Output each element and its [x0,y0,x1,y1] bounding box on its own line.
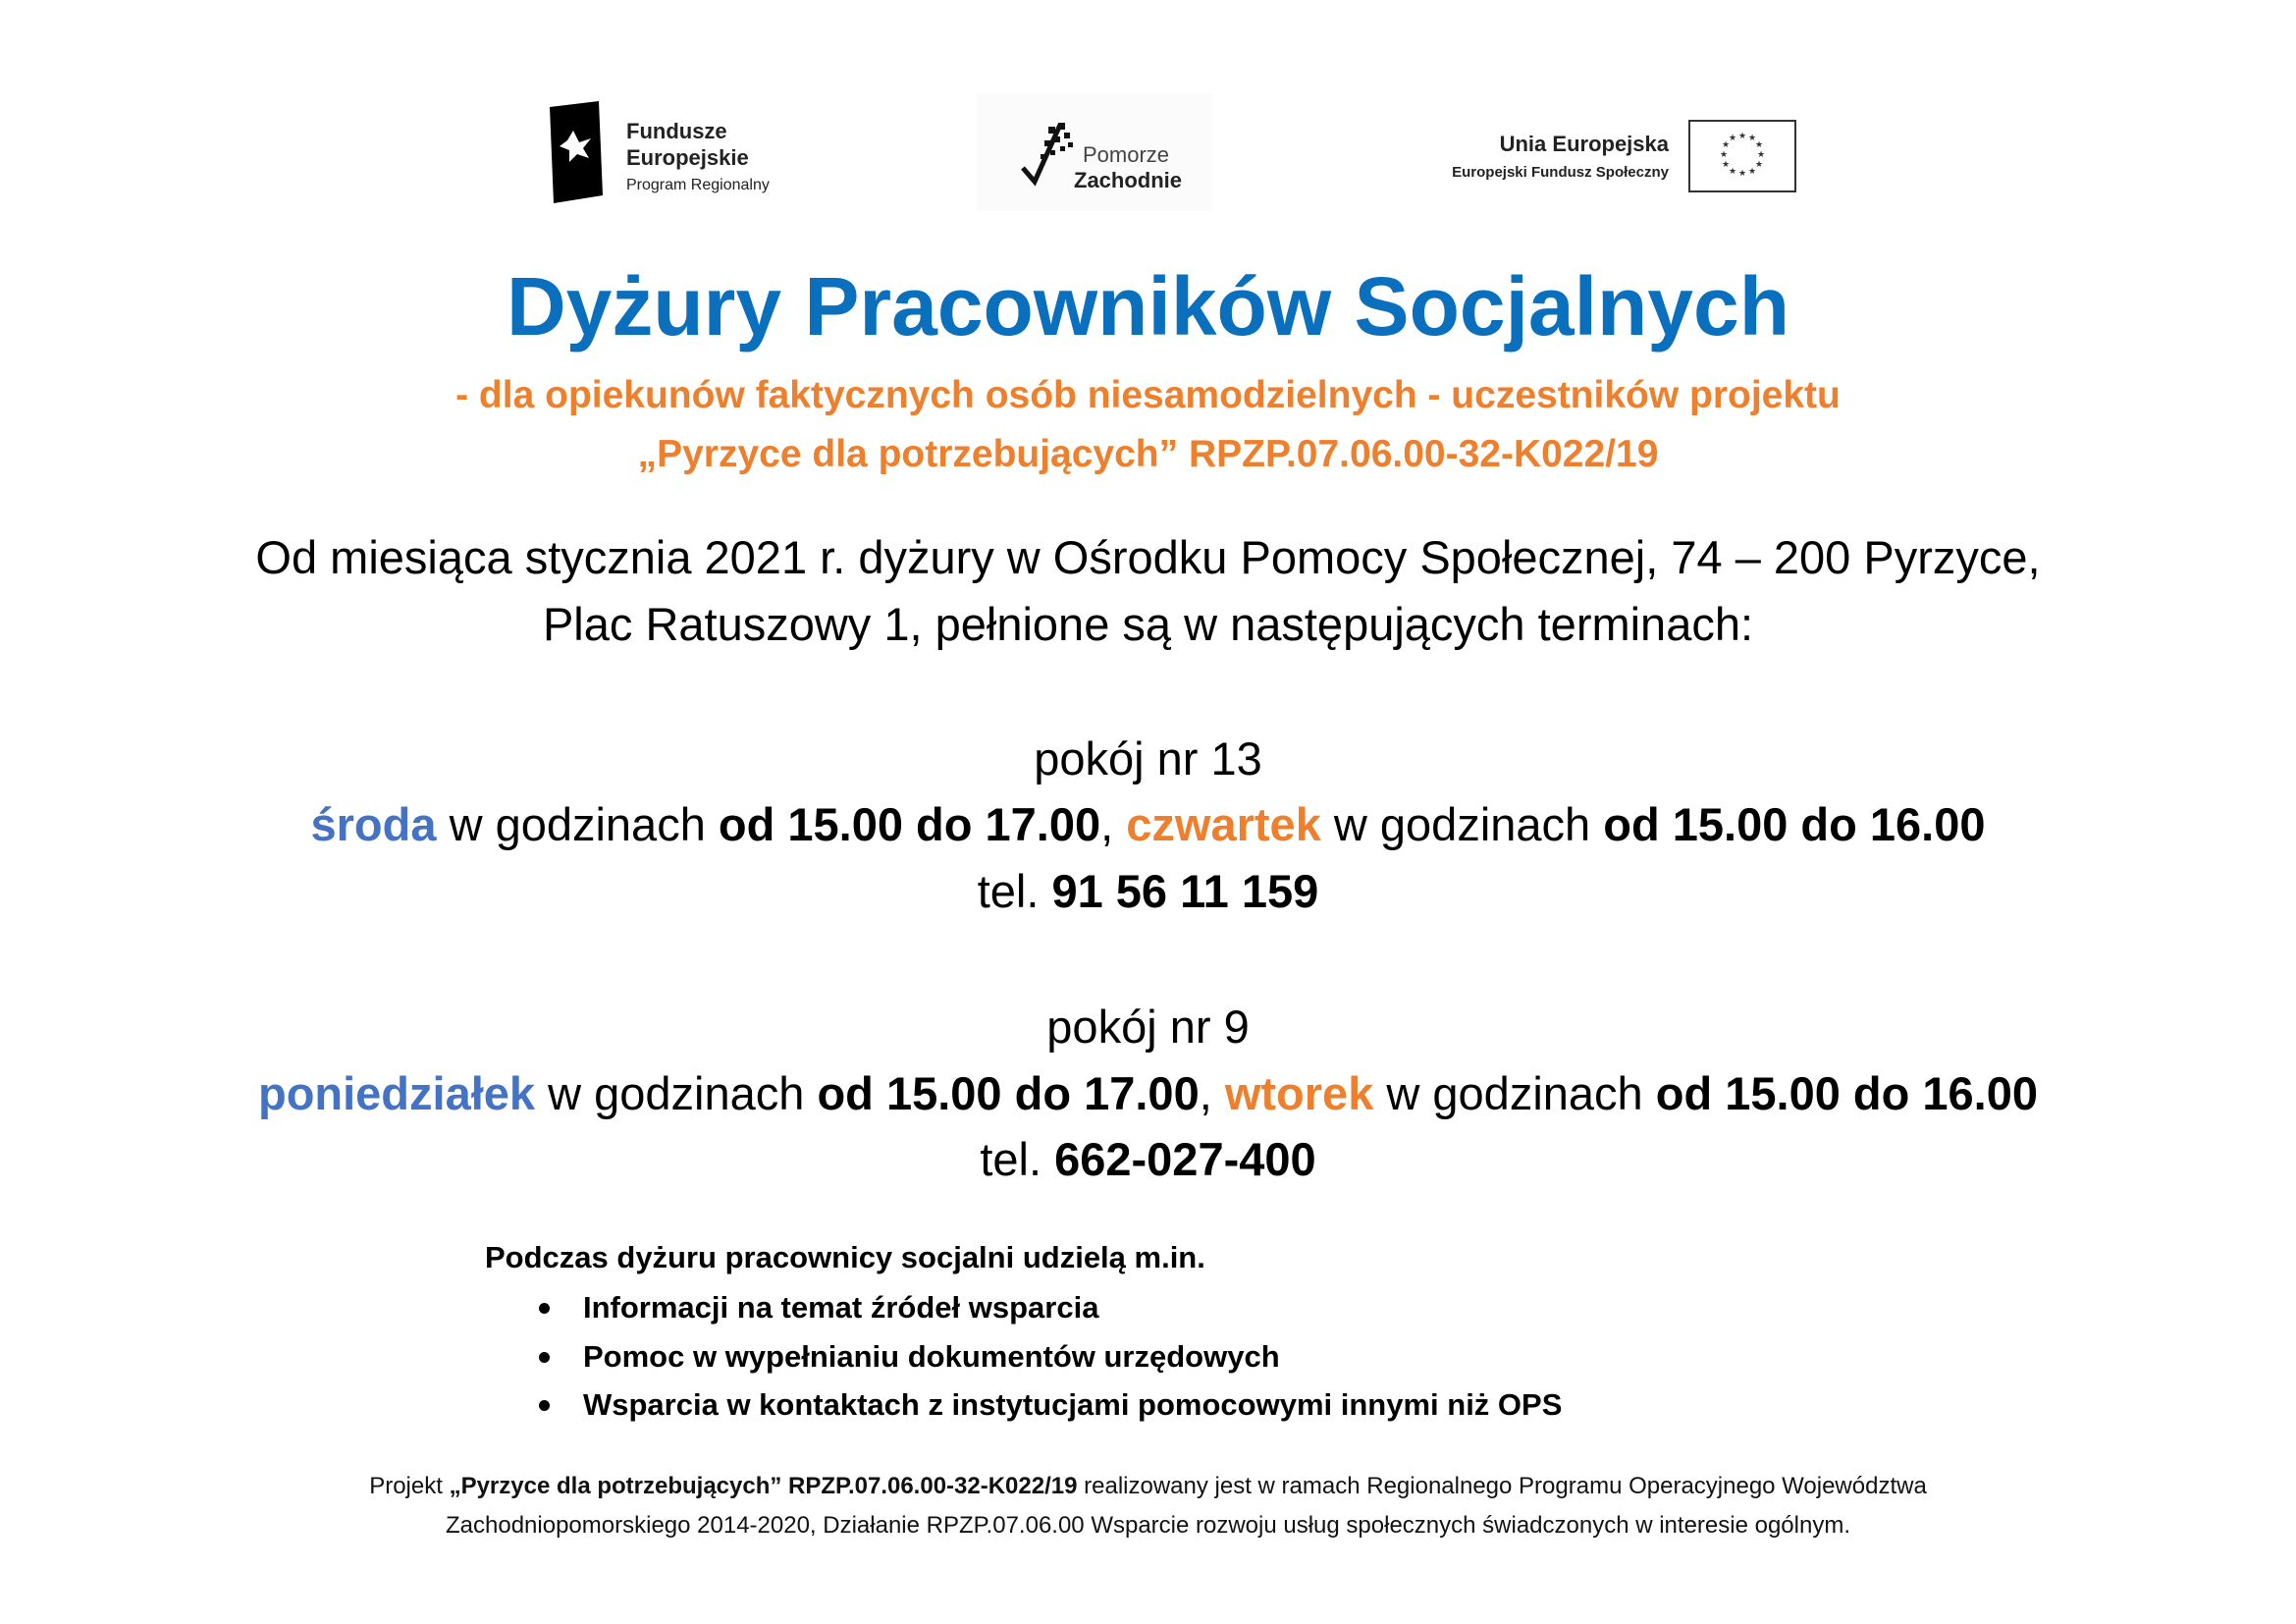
phone-label: tel. [977,865,1040,917]
list-item: Wsparcia w kontaktach z instytucjami pomocowymi innymi niż OPS [485,1386,1562,1425]
footer-prefix: Projekt [369,1473,443,1499]
day-name: wtorek [1224,1067,1374,1119]
day-name: poniedziałek [257,1067,536,1119]
svg-text:★: ★ [1747,134,1757,143]
fundusze-europejskie-logo [550,101,805,209]
svg-text:★: ★ [1721,140,1731,150]
footer-line1-rest: realizowany jest w ramach Regionalnego Programu Operacyjnego Województwa [1084,1473,1927,1499]
svg-text:★: ★ [1728,134,1737,143]
day-name: środa [310,798,437,850]
page-title: Dyżury Pracowników Socjalnych [506,260,1790,352]
hours-label: w godzinach [548,1067,805,1119]
phone-number: 91 56 11 159 [1051,865,1319,917]
separator: , [1199,1067,1212,1119]
hours-value: od 15.00 do 17.00 [817,1067,1200,1119]
logo-fe-line2: Europejskie [626,145,749,170]
room-title: pokój nr 9 [1046,1001,1250,1053]
footer-line1 [0,1473,2296,1501]
footer-project: „Pyrzyce dla potrzebujących” RPZP.07.06.00-32-K022/19 [449,1473,1078,1499]
intro-line1: Od miesiąca stycznia 2021 r. dyżury w Ośrodku Pomocy Społecznej, 74 – 200 Pyrzyce, [255,531,2041,583]
hours-value: od 15.00 do 17.00 [718,798,1101,850]
room-hours [0,1066,2296,1121]
svg-text:★: ★ [1719,150,1729,160]
pomorze-zachodnie-logo [977,93,1212,211]
list-item: Informacji na temat źródeł wsparcia [485,1289,1562,1327]
svg-text:★: ★ [1728,167,1737,177]
hours-label: w godzinach [1333,798,1591,850]
logo-ue-line2: Europejski Fundusz Społeczny [1452,164,1669,181]
phone-number: 662-027-400 [1054,1133,1316,1185]
room-title: pokój nr 13 [1034,732,1262,785]
unia-europejska-logo [1404,116,1796,194]
room-phone [0,864,2296,919]
pomorze-zachodnie-icon [1021,121,1080,189]
logo-pz-line2: Zachodnie [1074,168,1183,192]
svg-text:★: ★ [1754,140,1764,150]
intro-line2: Plac Ratuszowy 1, pełnione są w następujących terminach: [542,598,1754,650]
services-list [485,1289,1562,1425]
services-section [485,1239,1562,1425]
logo-fe-line1: Fundusze [626,119,727,143]
room-phone [0,1132,2296,1187]
subtitle-line1: - dla opiekunów faktycznych osób niesamodzielnych - uczestników projektu [455,374,1841,416]
hours-value: od 15.00 do 16.00 [1603,798,1986,850]
hours-label: w godzinach [449,798,706,850]
room-hours [0,797,2296,852]
svg-text:★: ★ [1721,160,1731,170]
logo-ue-line1: Unia Europejska [1499,132,1669,156]
svg-text:★: ★ [1747,167,1757,177]
separator: , [1100,798,1114,850]
footer-line2: Zachodniopomorskiego 2014-2020, Działanie RPZP.07.06.00 Wsparcie rozwoju usług społecznych świadczonych w interesie ogólnym. [446,1512,1850,1539]
eu-flag-icon [1688,120,1796,192]
list-item: Pomoc w wypełnianiu dokumentów urzędowych [485,1338,1562,1377]
fundusze-europejskie-icon [550,101,609,203]
logo-pz-line1: Pomorze [1083,142,1170,167]
svg-text:★: ★ [1754,160,1764,170]
logo-fe-line3: Program Regionalny [626,177,770,193]
svg-text:★: ★ [1756,150,1766,160]
svg-text:★: ★ [1737,132,1747,141]
services-heading: Podczas dyżuru pracownicy socjalni udzielą m.in. [485,1240,1205,1274]
day-name: czwartek [1126,798,1321,850]
hours-value: od 15.00 do 16.00 [1655,1067,2038,1119]
svg-text:★: ★ [1737,169,1747,179]
subtitle-line2: „Pyrzyce dla potrzebujących” RPZP.07.06.00-32-K022/19 [637,433,1659,475]
phone-label: tel. [980,1133,1042,1185]
hours-label: w godzinach [1386,1067,1643,1119]
